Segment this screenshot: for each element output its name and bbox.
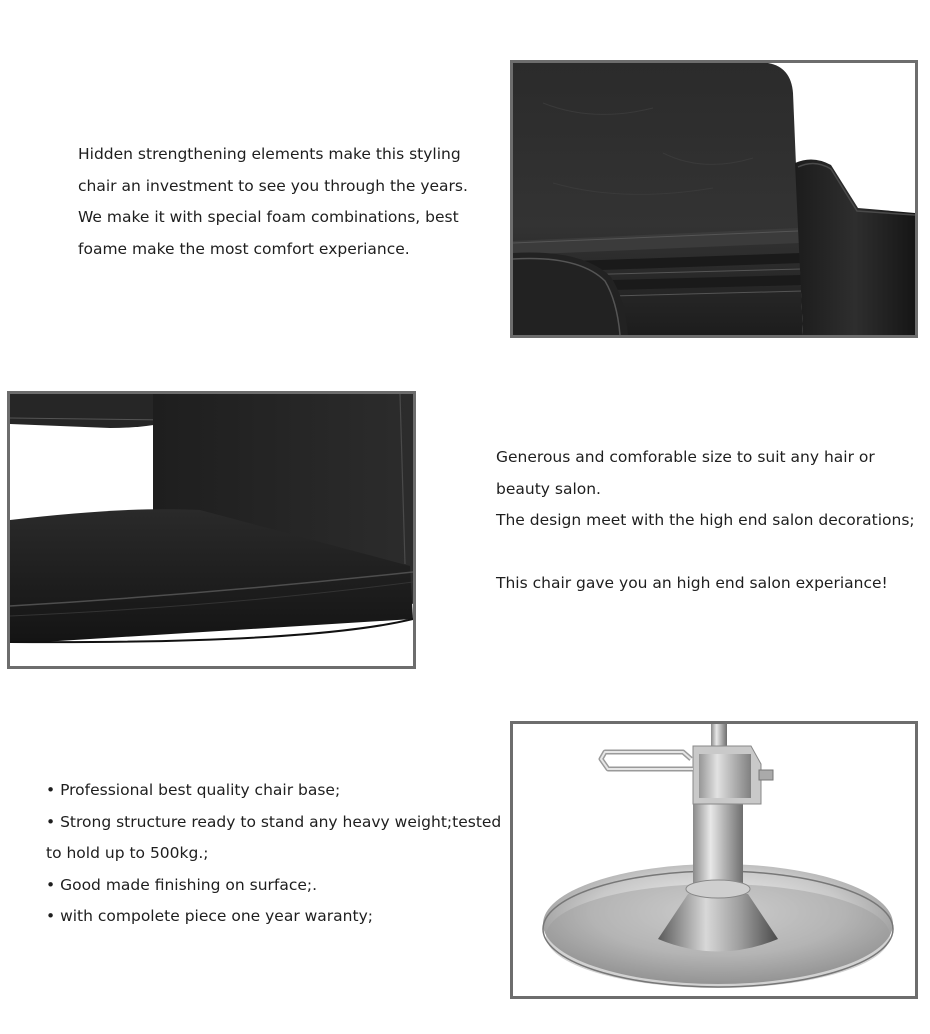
bullet-item: • Strong structure ready to stand any heavy weight;tested (46, 812, 502, 831)
comfort-description (78, 139, 468, 265)
text-line: foame make the most comfort experiance. (78, 239, 410, 258)
base-photo (510, 721, 918, 999)
bullet-item: • with compolete piece one year waranty; (46, 907, 373, 925)
base-bullet-list (46, 775, 501, 933)
closing-line: This chair gave you an high end salon experiance! (496, 574, 888, 592)
text-line: We make it with special foam combinations, best (78, 208, 459, 226)
size-description (496, 442, 915, 600)
text-line: beauty salon. (496, 479, 601, 498)
seat-photo (7, 391, 416, 669)
bullet-item: • Professional best quality chair base; (46, 781, 341, 799)
text-line: chair an investment to see you through the years. (78, 176, 468, 195)
bullet-item: • Good made finishing on surface;. (46, 875, 318, 894)
text-line: Hidden strengthening elements make this styling (78, 145, 461, 163)
bullet-item-continuation: to hold up to 500kg.; (46, 844, 209, 862)
backrest-photo (510, 60, 918, 338)
text-line: The design meet with the high end salon decorations; (496, 511, 915, 529)
text-line: Generous and comforable size to suit any hair or (496, 448, 875, 466)
